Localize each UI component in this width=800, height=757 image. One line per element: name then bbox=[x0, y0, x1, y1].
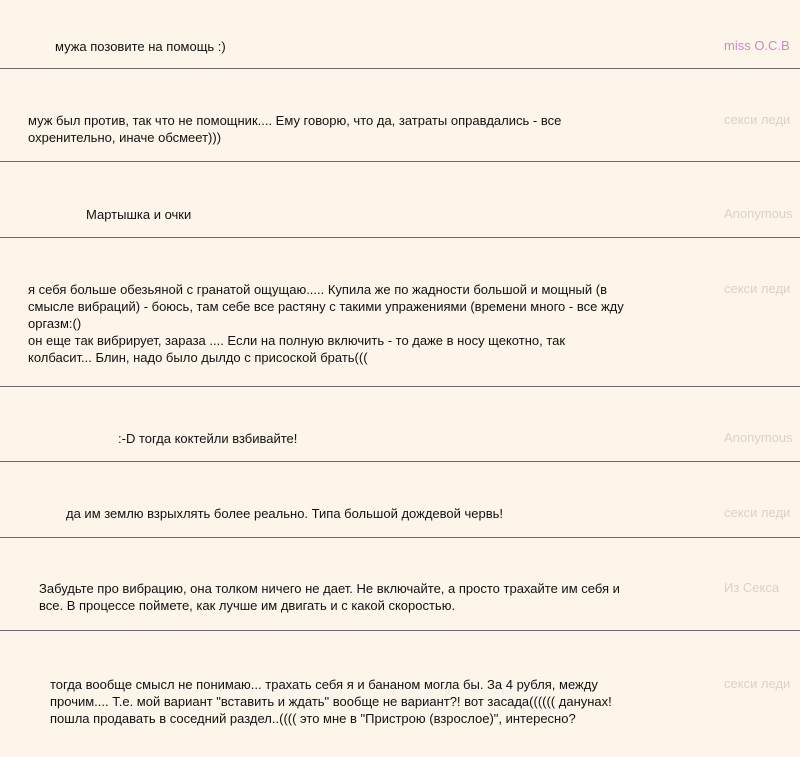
comment-row bbox=[0, 538, 800, 631]
comment-row bbox=[0, 238, 800, 387]
comment-author[interactable]: Anonymous bbox=[724, 206, 793, 221]
comment-row bbox=[0, 462, 800, 538]
comment-text: я себя больше обезьяной с гранатой ощущаю..... Купила же по жадности большой и мощный (в смысле вибраций) - боюсь, там себе все растяну с такими упражениями (времени много - все жду оргазм:() он еще так вибрирует, зараза .... Если на полную включить - то даже в носу щекотно, так колбасит... Блин, надо было дылдо с присоской брать((( bbox=[28, 282, 624, 365]
comment-text: да им землю взрыхлять более реально. Типа большой дождевой червь! bbox=[66, 506, 504, 521]
comment-text: Забудьте про вибрацию, она толком ничего не дает. Не включайте, а просто трахайте им себя и все. В процессе поймете, как лучше им двигать и с какой скоростью. bbox=[39, 581, 620, 613]
comment-text: муж был против, так что не помощник.... Ему говорю, что да, затраты оправдались - все охренительно, иначе обсмеет))) bbox=[28, 113, 562, 145]
comment-row bbox=[0, 631, 800, 757]
comment-text: тогда вообще смысл не понимаю... трахать себя я и бананом могла бы. За 4 рубля, между прочим.... Т.е. мой вариант "вставить и ждать" вообще не вариант?! вот засада(((((( данунах! пошла продавать в соседний раздел..(((( это мне в "Пристрою (взрослое)", интересно? bbox=[50, 677, 612, 726]
comment-author[interactable]: Из Секса bbox=[724, 580, 780, 595]
comment-author[interactable]: секси леди bbox=[724, 281, 791, 296]
comment-text: Мартышка и очки bbox=[86, 207, 192, 222]
comment-author[interactable]: секси леди bbox=[724, 676, 791, 691]
comment-author[interactable]: miss O.C.B bbox=[724, 38, 790, 53]
comment-row bbox=[0, 387, 800, 462]
comment-author[interactable]: секси леди bbox=[724, 112, 791, 127]
comment-row bbox=[0, 162, 800, 238]
comment-author[interactable]: секси леди bbox=[724, 505, 791, 520]
comment-row bbox=[0, 69, 800, 162]
comment-text: мужа позовите на помощь :) bbox=[55, 39, 226, 54]
comment-author[interactable]: Anonymous bbox=[724, 430, 793, 445]
comment-row bbox=[0, 0, 800, 69]
comment-text: :-D тогда коктейли взбивайте! bbox=[118, 431, 298, 446]
